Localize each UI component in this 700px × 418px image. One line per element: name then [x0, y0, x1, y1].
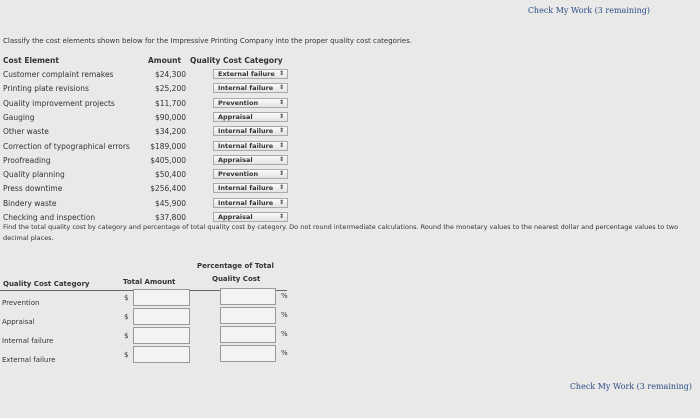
dollar-sign: $	[124, 313, 129, 321]
cost-element: Printing plate revisions	[3, 84, 89, 94]
instructions-2: Find the total quality cost by category and percentage of total quality cost by category. Do not round intermediate calculations. Round the monetary values to the nearest dollar and percentage values to two decimal places.	[3, 223, 679, 242]
cost-element: Proofreading	[3, 155, 51, 165]
header-total-amount: Total Amount	[123, 278, 176, 286]
category-select[interactable]	[213, 183, 288, 193]
chevron-updown-icon: ⇕	[278, 127, 284, 135]
cost-amount: $37,800	[154, 213, 186, 222]
category-select[interactable]	[213, 169, 288, 179]
category-value: External failure	[218, 70, 275, 78]
category-select[interactable]	[213, 126, 288, 136]
percentage-input[interactable]	[220, 326, 276, 343]
category-value: Internal failure	[218, 127, 274, 136]
dollar-sign: $	[124, 294, 129, 302]
dollar-sign: $	[124, 351, 129, 359]
cost-row	[0, 168, 300, 182]
category-select[interactable]	[213, 155, 288, 165]
cost-element: Correction of typographical errors	[3, 141, 130, 151]
cost-row	[0, 82, 300, 96]
cost-element: Bindery waste	[3, 198, 57, 208]
chevron-updown-icon: ⇕	[278, 112, 284, 120]
cost-element: Quality planning	[3, 170, 65, 180]
cost-element: Quality improvement projects	[3, 98, 115, 108]
chevron-updown-icon: ⇕	[278, 141, 284, 149]
category-value: Appraisal	[218, 155, 253, 164]
total-amount-input[interactable]	[133, 308, 190, 325]
chevron-updown-icon: ⇕	[278, 170, 284, 178]
check-my-work-link-top[interactable]: Check My Work (3 remaining)	[527, 6, 650, 15]
cost-row	[0, 140, 300, 154]
category-row	[0, 307, 300, 326]
percent-sign: %	[281, 311, 288, 319]
header-pct-line2: Quality Cost	[212, 275, 261, 283]
cost-row	[0, 154, 300, 168]
category-select[interactable]	[213, 141, 288, 151]
header-quality-cost-category: Quality Cost Category	[3, 280, 90, 288]
cost-element: Gauging	[3, 112, 35, 122]
category-select[interactable]	[213, 98, 288, 108]
category-row	[0, 326, 300, 345]
cost-element: Customer complaint remakes	[3, 70, 114, 79]
percentage-input[interactable]	[220, 345, 276, 362]
category-row	[0, 345, 300, 364]
cost-row	[0, 68, 300, 82]
category-select[interactable]	[213, 69, 288, 79]
percent-sign: %	[281, 292, 288, 300]
category-select[interactable]	[213, 83, 288, 93]
category-value: Internal failure	[218, 141, 274, 150]
total-amount-input[interactable]	[133, 346, 190, 363]
category-value: Internal failure	[218, 198, 274, 207]
cost-amount: $11,700	[154, 98, 186, 108]
percent-sign: %	[281, 349, 288, 357]
total-amount-input[interactable]	[133, 327, 190, 344]
category-label: Internal failure	[2, 337, 54, 345]
chevron-updown-icon: ⇕	[278, 198, 284, 206]
header-category: Quality Cost Category	[190, 56, 283, 65]
cost-amount: $405,000	[150, 155, 186, 165]
total-amount-input[interactable]	[133, 289, 190, 306]
cost-element: Press downtime	[3, 184, 63, 194]
category-select[interactable]	[213, 212, 288, 222]
percent-sign: %	[281, 330, 288, 338]
category-row	[0, 288, 300, 307]
category-value: Appraisal	[218, 213, 253, 221]
cost-amount: $45,900	[154, 198, 186, 208]
category-label: Prevention	[2, 299, 40, 307]
chevron-updown-icon: ⇕	[278, 155, 284, 163]
chevron-updown-icon: ⇕	[278, 184, 284, 192]
cost-row	[0, 125, 300, 139]
category-label: External failure	[2, 356, 56, 364]
chevron-updown-icon: ⇕	[278, 98, 284, 106]
header-cost-element: Cost Element	[3, 56, 59, 65]
cost-element: Other waste	[3, 127, 49, 137]
cost-row	[0, 182, 300, 196]
dollar-sign: $	[124, 332, 129, 340]
cost-element: Checking and inspection	[3, 213, 96, 222]
check-my-work-link-bottom[interactable]: Check My Work (3 remaining)	[569, 382, 692, 391]
chevron-updown-icon: ⇕	[278, 70, 284, 77]
cost-row	[0, 197, 300, 211]
cost-amount: $25,200	[154, 84, 186, 94]
cost-row	[0, 97, 300, 111]
chevron-updown-icon: ⇕	[278, 84, 284, 92]
category-value: Appraisal	[218, 112, 253, 121]
cost-amount: $90,000	[154, 112, 186, 122]
category-select[interactable]	[213, 112, 288, 122]
percentage-input[interactable]	[220, 288, 276, 305]
cost-amount: $256,400	[150, 184, 186, 194]
cost-row	[0, 111, 300, 125]
instructions: Classify the cost elements shown below for the Impressive Printing Company into the proper quality cost categories.	[3, 37, 412, 45]
category-value: Prevention	[218, 98, 259, 107]
cost-amount: $189,000	[150, 141, 186, 151]
category-value: Prevention	[218, 170, 259, 179]
category-value: Internal failure	[218, 84, 274, 93]
cost-amount: $50,400	[154, 170, 186, 180]
cost-amount: $24,300	[154, 70, 186, 79]
header-pct-line1: Percentage of Total	[197, 262, 274, 270]
category-select[interactable]	[213, 198, 288, 208]
header-amount: Amount	[148, 56, 182, 65]
category-label: Appraisal	[2, 318, 35, 326]
cost-amount: $34,200	[154, 127, 186, 137]
percentage-input[interactable]	[220, 307, 276, 324]
chevron-updown-icon: ⇕	[278, 213, 284, 220]
category-value: Internal failure	[218, 184, 274, 193]
